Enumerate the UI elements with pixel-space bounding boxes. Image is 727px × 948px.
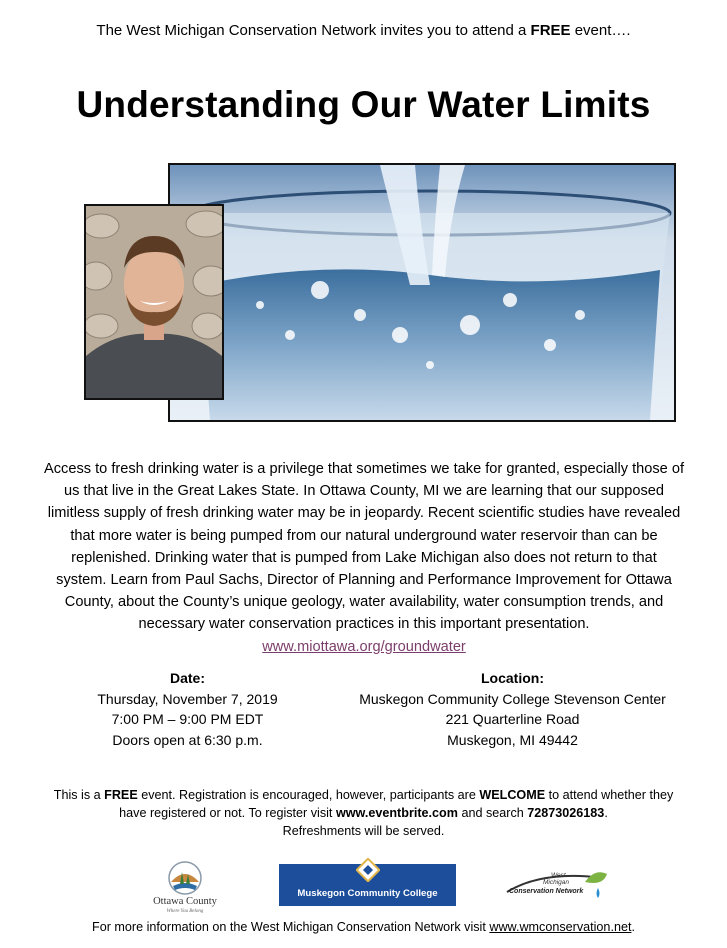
wmcn-logo bbox=[503, 868, 613, 908]
ottawa-county-emblem-icon bbox=[140, 860, 230, 900]
speaker-portrait bbox=[84, 204, 224, 400]
eventbrite-link[interactable]: www.eventbrite.com bbox=[335, 806, 458, 821]
footer-end: . bbox=[631, 920, 635, 934]
groundwater-link[interactable]: www.miottawa.org/groundwater bbox=[262, 638, 466, 655]
description-text: Access to fresh drinking water is a privilege that sometimes we take for granted, especially those of us that live in the Great Lakes State. In Ottawa County, MI we are learning that our supposed limitless supply of fresh drinking water may be in jeopardy. Recent scientific studies have revealed that more water is being pumped from our natural underground water reservoir than can be replenished. Drinking water that is pumped from Lake Michigan also does not return to that system. Learn from Paul Sachs, Director of Planning and Performance Improvement for Ottawa County, about the County’s unique geology, water availability, water consumption trends, and necessary water conservation practices in this important presentation. bbox=[44, 461, 684, 633]
notice-text: . bbox=[604, 806, 608, 821]
mcc-name: Muskegon Community College bbox=[297, 888, 438, 899]
ottawa-county-name: Ottawa County bbox=[153, 896, 217, 907]
wmcn-line1: West bbox=[551, 872, 566, 879]
speaker-photo-illustration bbox=[86, 206, 222, 398]
invitation-free: FREE bbox=[530, 22, 571, 39]
wmcn-line3: Conservation Network bbox=[509, 888, 584, 895]
wmcn-line2: Michigan bbox=[543, 879, 570, 886]
water-glass-illustration bbox=[170, 165, 674, 420]
notice-welcome: WELCOME bbox=[479, 788, 546, 802]
muskegon-community-college-logo bbox=[279, 864, 456, 906]
location-heading: Location: bbox=[481, 670, 544, 686]
registration-notice bbox=[40, 786, 687, 841]
city-address: Muskegon, MI 49442 bbox=[447, 731, 578, 748]
ottawa-county-tagline: Where You Belong bbox=[166, 909, 204, 914]
street-address: 221 Quarterline Road bbox=[445, 711, 580, 727]
invitation-text: The West Michigan Conservation Network invites you to attend a bbox=[96, 22, 531, 39]
event-search-number: 72873026183 bbox=[527, 806, 605, 821]
refreshments-note: Refreshments will be served. bbox=[282, 824, 445, 839]
event-description bbox=[44, 458, 684, 658]
footer-text: For more information on the West Michigan Conservation Network visit bbox=[92, 920, 490, 934]
venue-name: Muskegon Community College Stevenson Center bbox=[359, 690, 666, 707]
ottawa-county-logo bbox=[140, 860, 230, 918]
invitation-suffix: event…. bbox=[570, 22, 631, 39]
date-block bbox=[85, 668, 290, 750]
notice-free: FREE bbox=[104, 788, 138, 802]
page-title: Understanding Our Water Limits bbox=[76, 84, 651, 125]
event-time: 7:00 PM – 9:00 PM EDT bbox=[111, 711, 264, 727]
notice-text: This is a bbox=[53, 788, 105, 802]
event-date: Thursday, November 7, 2019 bbox=[97, 690, 278, 707]
date-heading: Date: bbox=[169, 670, 205, 686]
notice-text: and search bbox=[457, 806, 528, 821]
notice-text: event. Registration is encouraged, however, participants are bbox=[137, 788, 480, 802]
mcc-emblem-icon bbox=[356, 858, 380, 882]
water-glass-photo bbox=[168, 163, 676, 422]
footer-line bbox=[0, 920, 727, 934]
notice-text: to attend whether they have registered or not. To register visit bbox=[119, 788, 674, 821]
wmconservation-link[interactable]: www.wmconservation.net bbox=[489, 920, 632, 934]
doors-open: Doors open at 6:30 p.m. bbox=[112, 731, 263, 748]
invitation-line bbox=[0, 22, 727, 39]
location-block bbox=[345, 668, 680, 750]
